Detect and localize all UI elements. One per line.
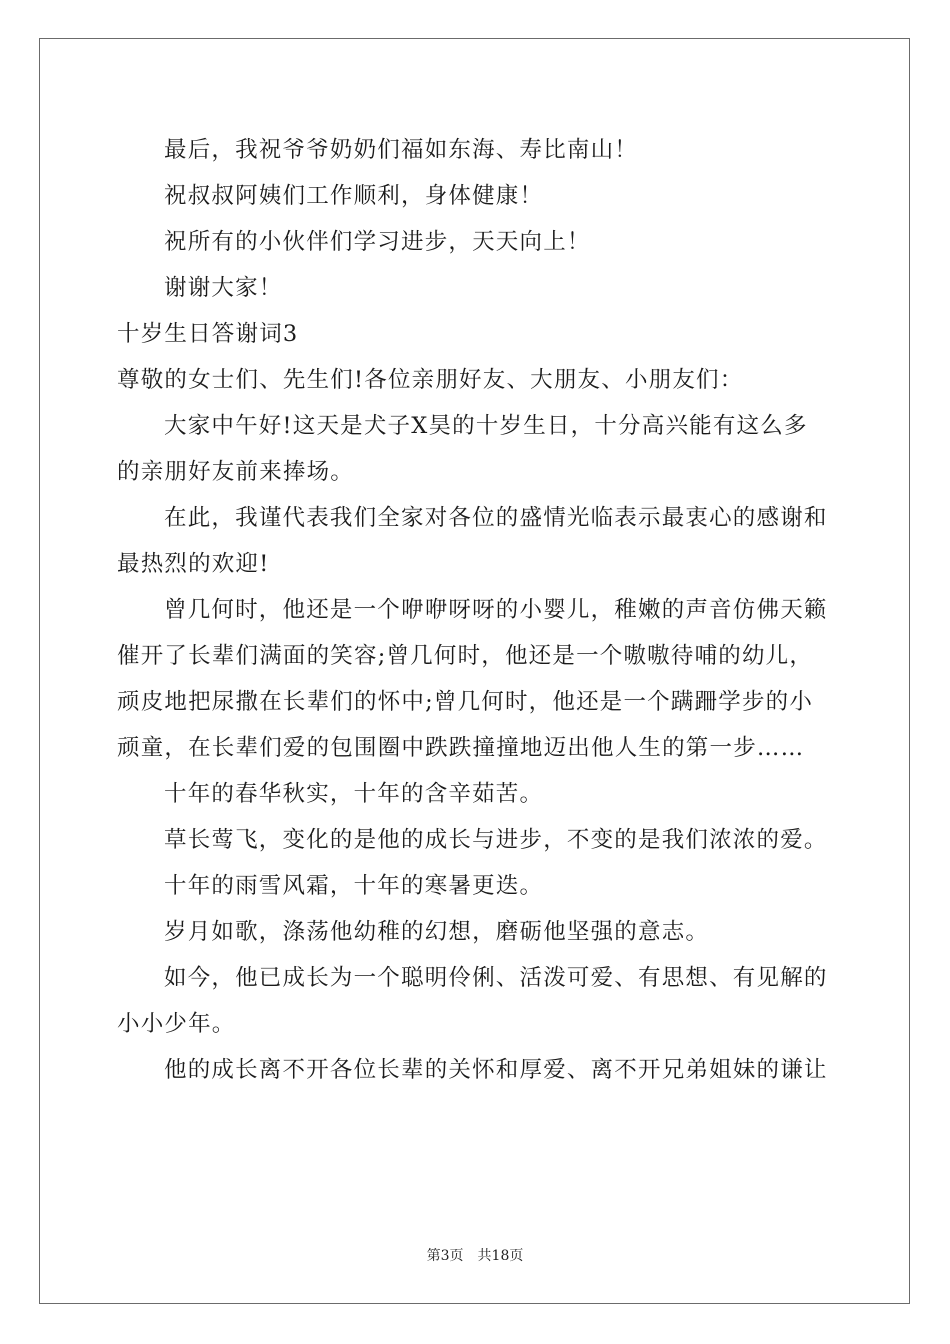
paragraph-line: 祝所有的小伙伴们学习进步，天天向上！ xyxy=(164,229,591,255)
paragraph-line: 祝叔叔阿姨们工作顺利，身体健康！ xyxy=(164,183,544,209)
paragraph-line: 大家中午好!这天是犬子X昊的十岁生日，十分高兴能有这么多 xyxy=(164,413,808,439)
paragraph-line: 催开了长辈们满面的笑容;曾几何时，他还是一个嗷嗷待哺的幼儿， xyxy=(117,643,814,669)
page-number-footer: 第3页 共18页 xyxy=(426,1248,524,1264)
paragraph-line: 最热烈的欢迎! xyxy=(117,551,270,577)
paragraph-line: 最后，我祝爷爷奶奶们福如东海、寿比南山！ xyxy=(164,137,639,163)
paragraph-line: 顽皮地把尿撒在长辈们的怀中;曾几何时，他还是一个蹒跚学步的小 xyxy=(117,689,814,715)
paragraph-line: 如今，他已成长为一个聪明伶俐、活泼可爱、有思想、有见解的 xyxy=(164,965,828,991)
paragraph-line: 十年的春华秋实，十年的含辛茹苦。 xyxy=(164,781,544,807)
document-body xyxy=(117,127,837,1093)
paragraph-line: 草长莺飞，变化的是他的成长与进步，不变的是我们浓浓的爱。 xyxy=(164,827,828,853)
paragraph-line: 岁月如歌，涤荡他幼稚的幻想，磨砺他坚强的意志。 xyxy=(164,919,710,945)
section-heading: 十岁生日答谢词3 xyxy=(117,321,299,347)
paragraph-line: 顽童，在长辈们爱的包围圈中跌跌撞撞地迈出他人生的第一步…… xyxy=(117,735,805,761)
paragraph-line: 谢谢大家！ xyxy=(164,275,283,301)
paragraph-line: 的亲朋好友前来捧场。 xyxy=(117,459,355,485)
paragraph-line: 十年的雨雪风霜，十年的寒暑更迭。 xyxy=(164,873,544,899)
paragraph-line: 在此，我谨代表我们全家对各位的盛情光临表示最衷心的感谢和 xyxy=(164,505,828,531)
paragraph-line: 曾几何时，他还是一个咿咿呀呀的小婴儿，稚嫩的声音仿佛天籁 xyxy=(164,597,828,623)
paragraph-line: 他的成长离不开各位长辈的关怀和厚爱、离不开兄弟姐妹的谦让 xyxy=(164,1057,828,1083)
paragraph-line: 小小少年。 xyxy=(117,1011,236,1037)
salutation-line: 尊敬的女士们、先生们!各位亲朋好友、大朋友、小朋友们： xyxy=(117,367,744,393)
